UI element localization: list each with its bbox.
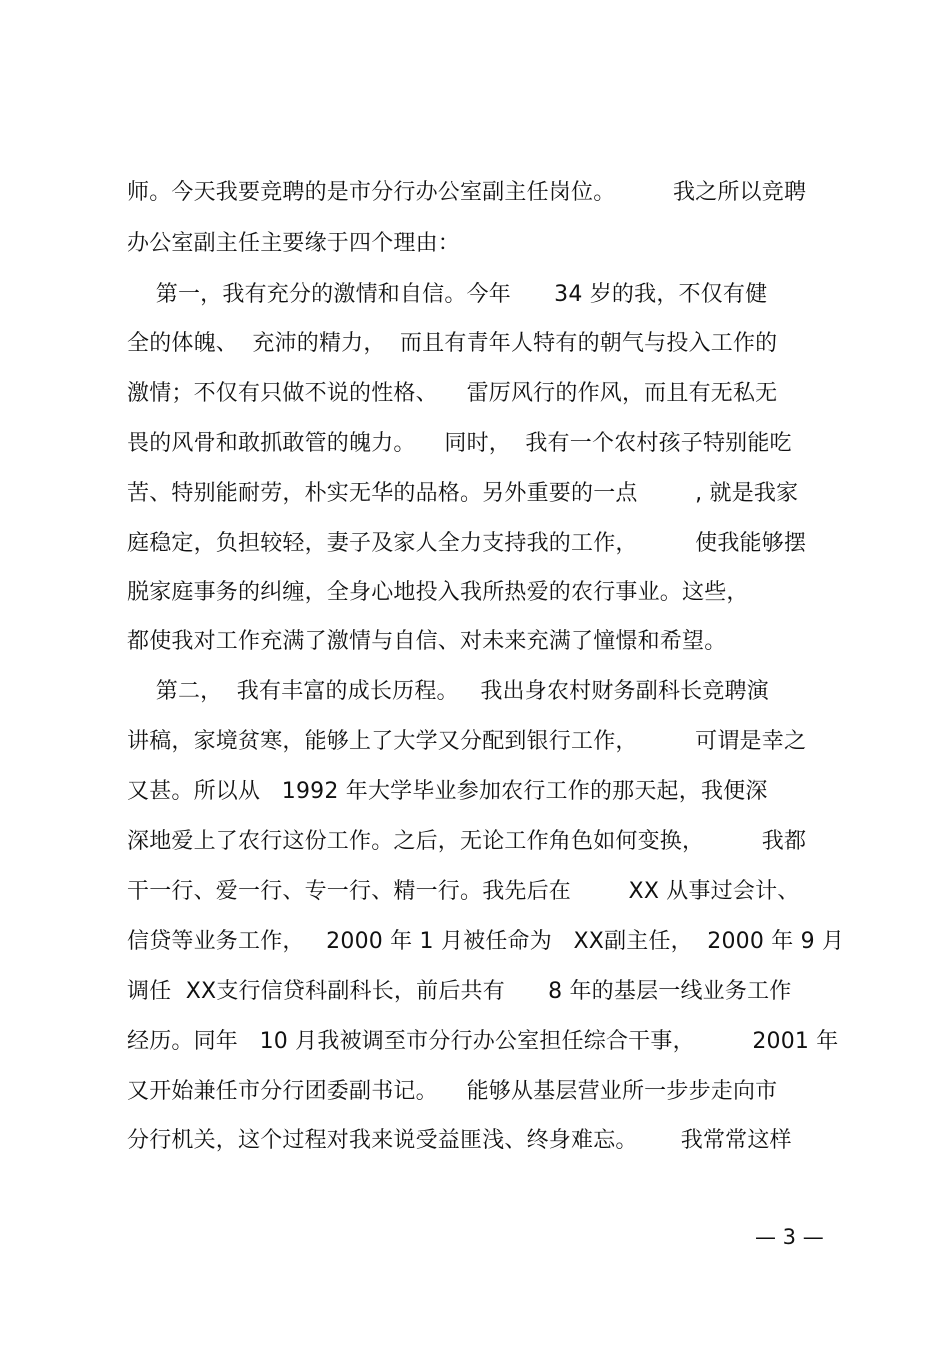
body-text-line: 讲稿，家境贫寒，能够上了大学又分配到银行工作， 可谓是幸之 bbox=[127, 729, 807, 754]
body-text-line: 畏的风骨和敢抓敢管的魄力。 同时， 我有一个农村孩子特别能吃 bbox=[127, 431, 792, 456]
body-text-line: 脱家庭事务的纠缠，全身心地投入我所热爱的农行事业。这些， bbox=[127, 580, 749, 605]
body-text-line: 师。今天我要竞聘的是市分行办公室副主任岗位。 我之所以竞聘 bbox=[127, 180, 807, 205]
page-number: — 3 — bbox=[755, 1225, 824, 1249]
body-text-line: 经历。同年 10 月我被调至市分行办公室担任综合干事， 2001 年 bbox=[127, 1029, 839, 1054]
body-text-line: 第二， 我有丰富的成长历程。 我出身农村财务副科长竞聘演 bbox=[127, 679, 769, 704]
body-text-line: 调任 XX支行信贷科副科长，前后共有 8 年的基层一线业务工作 bbox=[127, 979, 792, 1004]
body-text-line: 又甚。所以从 1992 年大学毕业参加农行工作的那天起，我便深 bbox=[127, 779, 768, 804]
body-text-line: 分行机关，这个过程对我来说受益匪浅、终身难忘。 我常常这样 bbox=[127, 1128, 792, 1153]
body-text-line: 都使我对工作充满了激情与自信、对未来充满了憧憬和希望。 bbox=[127, 629, 727, 654]
body-text-line: 庭稳定，负担较轻，妻子及家人全力支持我的工作， 使我能够摆 bbox=[127, 531, 807, 556]
body-text-line: 又开始兼任市分行团委副书记。 能够从基层营业所一步步走向市 bbox=[127, 1079, 778, 1104]
body-text-line: 信贷等业务工作， 2000 年 1 月被任命为 XX副主任， 2000 年 9 月 bbox=[127, 929, 845, 954]
body-text-line: 全的体魄、 充沛的精力， 而且有青年人特有的朝气与投入工作的 bbox=[127, 331, 778, 356]
body-text-line: 第一，我有充分的激情和自信。今年 34 岁的我，不仅有健 bbox=[127, 282, 768, 307]
body-text-line: 干一行、爱一行、专一行、精一行。我先后在 XX 从事过会计、 bbox=[127, 879, 800, 904]
body-text-line: 深地爱上了农行这份工作。之后，无论工作角色如何变换， 我都 bbox=[127, 829, 807, 854]
body-text-line: 激情；不仅有只做不说的性格、 雷厉风行的作风，而且有无私无 bbox=[127, 381, 778, 406]
body-text-line: 办公室副主任主要缘于四个理由： bbox=[127, 231, 461, 256]
body-text-line: 苦、特别能耐劳，朴实无华的品格。另外重要的一点 , 就是我家 bbox=[127, 481, 799, 506]
